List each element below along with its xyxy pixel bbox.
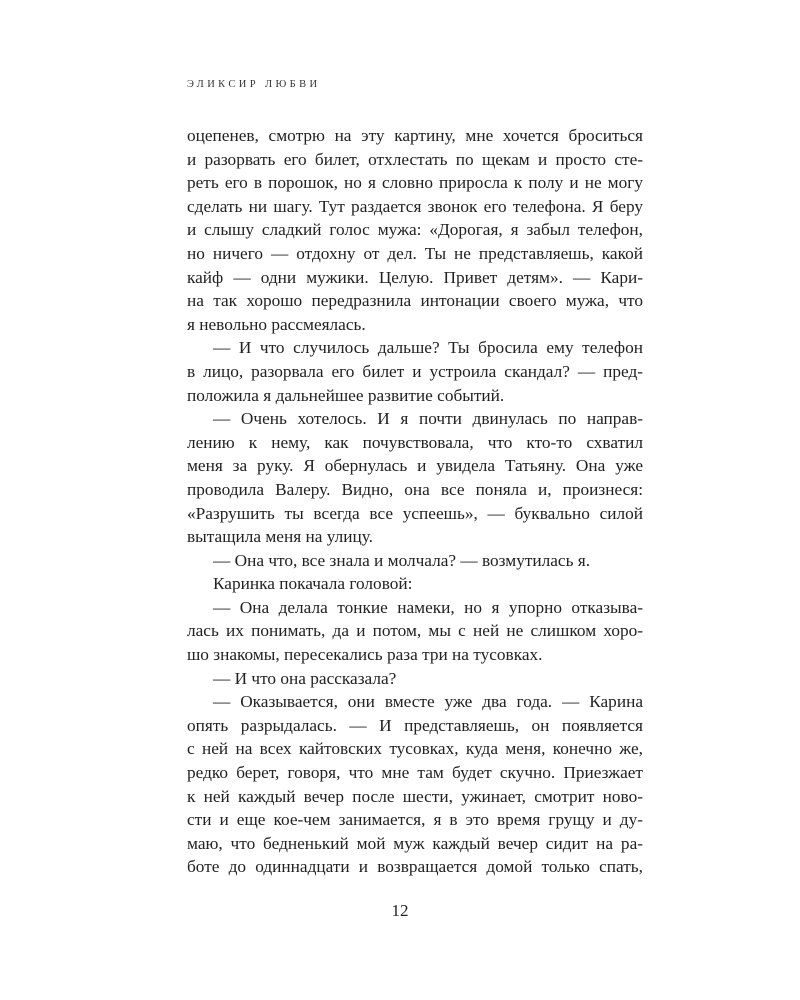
text-line: шо знакомы, пересекались раза три на тусовках. [187,645,543,665]
text-line: реть его в порошок, но я словно приросла к полу и не могу [187,173,643,193]
text-line: редко берет, говоря, что мне там будет скучно. Приезжает [187,763,643,783]
text-line: Каринка покачала головой: [213,574,413,594]
text-line: — И что случилось дальше? Ты бросила ему телефон [213,338,643,358]
text-line: — И что она рассказала? [213,668,397,688]
text-line: опять разрыдалась. — И представляешь, он появляется [187,715,643,735]
text-line: сделать ни шагу. Тут раздается звонок его телефона. Я беру [187,196,643,216]
text-line: лась их понимать, да и потом, мы с ней не слишком хоро- [187,621,643,641]
text-line: маю, что бедненький мой муж каждый вечер сидит на ра- [187,833,643,853]
text-line: я невольно рассмеялась. [187,314,366,334]
text-line: и слышу сладкий голос мужа: «Дорогая, я забыл телефон, [187,220,643,240]
text-line: — Оказывается, они вместе уже два года. — Карина [213,692,643,712]
page-number: 12 [391,901,409,920]
text-line: положила я дальнейшее развитие событий. [187,385,505,405]
text-line: сти и еще кое-чем занимается, я в это время грущу и ду- [187,810,643,830]
running-head: ЭЛИКСИР ЛЮБВИ [187,79,321,90]
text-line: меня за руку. Я обернулась и увидела Татьяну. Она уже [187,456,643,476]
text-line: боте до одиннадцати и возвращается домой только спать, [187,857,643,877]
text-line: — Она делала тонкие намеки, но я упорно отказыва- [213,597,643,617]
text-line: с ней на всех кайтовских тусовках, куда меня, конечно же, [187,739,643,759]
text-line: но ничего — отдохну от дел. Ты не представляешь, какой [187,243,643,263]
text-line: и разорвать его билет, отхлестать по щекам и просто сте- [187,149,643,169]
text-line: вытащила меня на улицу. [187,527,373,547]
text-line: лению к нему, как почувствовала, что кто-то схватил [187,432,643,452]
text-line: — Очень хотелось. И я почти двинулась по направ- [213,409,643,429]
text-line: — Она что, все знала и молчала? — возмутилась я. [213,550,591,570]
text-line: на так хорошо передразнила интонации своего мужа, что [187,291,643,311]
text-line: кайф — одни мужики. Целую. Привет детям». — Кари- [187,267,643,287]
text-line: оцепенев, смотрю на эту картину, мне хочется броситься [187,126,643,145]
text-line: в лицо, разорвала его билет и устроила скандал? — пред- [187,361,643,381]
text-line: проводила Валеру. Видно, она все поняла и, произнеся: [187,479,643,499]
text-line: к ней каждый вечер после шести, ужинает, смотрит ново- [187,786,643,806]
text-line: «Разрушить ты всегда все успеешь», — буквально силой [187,503,643,523]
body-text [187,124,643,879]
